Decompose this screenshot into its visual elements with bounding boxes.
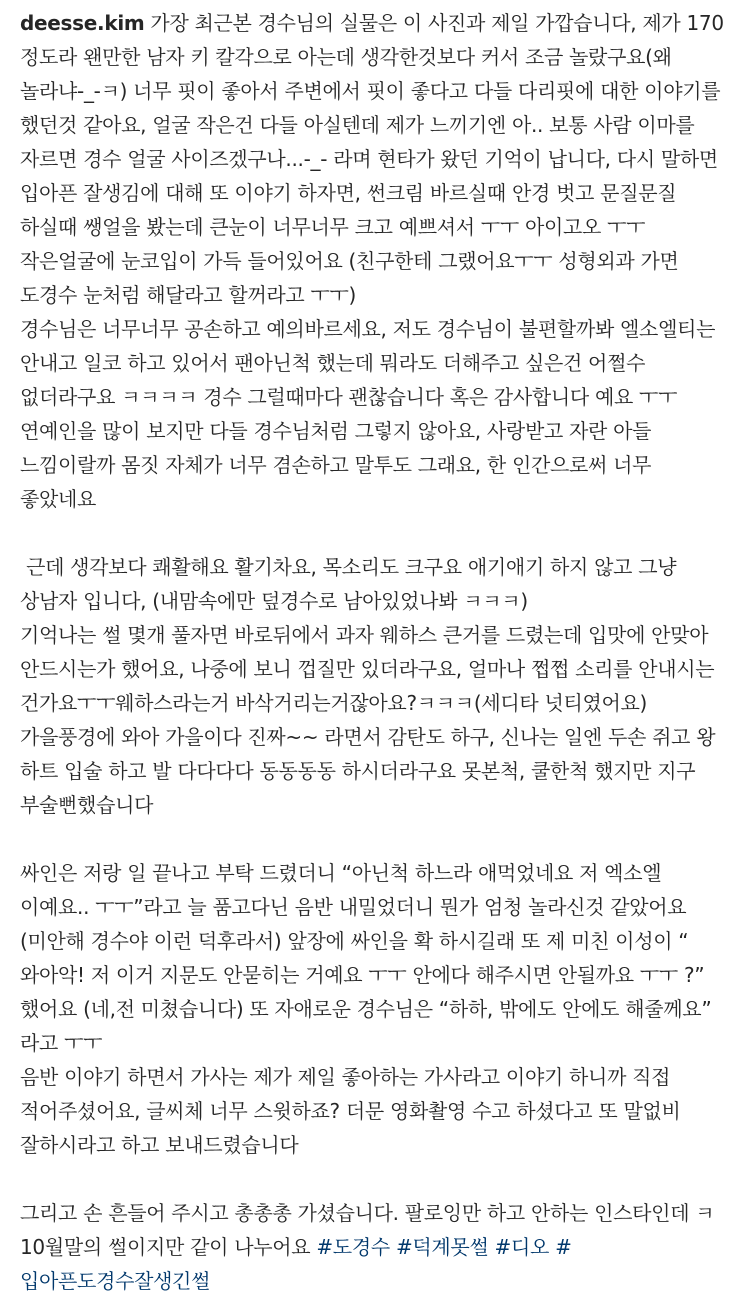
caption-paragraph-5 — [20, 720, 725, 822]
caption-paragraph-3 — [20, 550, 725, 618]
username-link[interactable]: deesse.kim — [20, 11, 145, 35]
caption-text-5: 가을풍경에 와아 가을이다 진짜~~ 라면서 감탄도 하구, 신나는 일엔 두손 쥐고 왕 하트 입술 하고 발 다다다다 동동동동 하시더라구요 못본척, 쿨한척 했지만 지구 부술뻔했습니다 — [20, 725, 722, 817]
caption-paragraph-8 — [20, 1196, 725, 1298]
caption-text-7: 음반 이야기 하면서 가사는 제가 제일 좋아하는 가사라고 이야기 하니까 직접 적어주셨어요, 글씨체 너무 스윗하죠? 더문 영화촬영 수고 하셨다고 또 말없비 잘하시라고 하고 보내드렸습니다 — [20, 1065, 687, 1157]
hashtag-link[interactable]: #입아픈도경수잘생긴썰 — [20, 1235, 572, 1293]
caption-paragraph-4 — [20, 618, 725, 720]
caption-paragraph-7 — [20, 1060, 725, 1162]
caption-text-8: 그리고 손 흔들어 주시고 총총총 가셨습니다. 팔로잉만 하고 안하는 인스타인데 ㅋ 10월말의 썰이지만 같이 나누어요 — [20, 1201, 721, 1259]
caption-text-3: 근데 생각보다 쾌활해요 활기차요, 목소리도 크구요 애기애기 하지 않고 그냥 상남자 입니다, (내맘속에만 덮경수로 남아있었나봐 ㅋㅋㅋ) — [20, 555, 683, 613]
post-caption — [20, 6, 730, 1298]
hashtag-link[interactable]: #도경수 — [316, 1235, 390, 1259]
caption-paragraph-6 — [20, 856, 725, 1060]
hashtag-link[interactable]: #덕계못썰 — [395, 1235, 489, 1259]
caption-text-1: 가장 최근본 경수님의 실물은 이 사진과 제일 가깝습니다, 제가 170 정도라 왠만한 남자 키 칼각으로 아는데 생각한것보다 커서 조금 놀랐구요(왜 놀라냐-_-ㅋ) 너무 핏이 좋아서 주변에서 핏이 좋다고 다들 다리핏에 대한 이야기를 했던것 같아요, 얼굴 작은건 다들 아실텐데 제가 느끼기엔 아.. 보통 사람 이마를 자르면 경수 얼굴 사이즈겠구나...-_- 라며 현타가 왔던 기억이 납니다, 다시 말하면 입아픈 잘생김에 대해 또 이야기 하자면, 썬크림 바르실때 안경 벗고 문질문질 하실때 쌩얼을 봤는데 큰눈이 너무너무 크고 예쁘셔서 ㅜㅜ 아이고오 ㅜㅜ 작은얼굴에 눈코입이 가득 들어있어요 (친구한테 그랬어요ㅜㅜ 성형외과 가면 도경수 눈처럼 해달라고 할꺼라고 ㅜㅜ) — [20, 11, 730, 307]
caption-text-4: 기억나는 썰 몇개 풀자면 바로뒤에서 과자 웨하스 큰거를 드렸는데 입맛에 안맞아 안드시는가 했어요, 나중에 보니 껍질만 있더라구요, 얼마나 쩝쩝 소리를 안내시는 건가요ㅜㅜ웨하스라는거 바삭거리는거잖아요?ㅋㅋㅋ(세디타 넛티였어요) — [20, 623, 721, 715]
hashtag-link[interactable]: #디오 — [494, 1235, 550, 1259]
caption-text-2: 경수님은 너무너무 공손하고 예의바르세요, 저도 경수님이 불편할까봐 엘소엘티는 안내고 일코 하고 있어서 팬아닌척 했는데 뭐라도 더해주고 싶은건 어쩔수 없더라구요 ㅋㅋㅋㅋ 경수 그럴때마다 괜찮습니다 혹은 감사합니다 예요 ㅜㅜ 연예인을 많이 보지만 다들 경수님처럼 그렇지 않아요, 사랑받고 자란 아들 느낌이랄까 몸짓 자체가 너무 겸손하고 말투도 그래요, 한 인간으로써 너무 좋았네요 — [20, 317, 722, 511]
caption-text-6: 싸인은 저랑 일 끝나고 부탁 드렸더니 “아닌척 하느라 애먹었네요 저 엑소엘 이예요.. ㅜㅜ”라고 늘 품고다닌 음반 내밀었더니 뭔가 엄청 놀라신것 같았어요(미안해 경수야 이런 덕후라서) 앞장에 싸인을 확 하시길래 또 제 미친 이성이 “ 와아악! 저 이거 지문도 안묻히는 거예요 ㅜㅜ 안에다 해주시면 안될까요 ㅜㅜ ?” 했어요 (네,전 미쳤습니다) 또 자애로운 경수님은 “하하, 밖에도 안에도 해줄께요” 라고 ㅜㅜ — [20, 861, 718, 1055]
caption-paragraph-2 — [20, 312, 725, 516]
caption-paragraph-1 — [20, 6, 730, 312]
